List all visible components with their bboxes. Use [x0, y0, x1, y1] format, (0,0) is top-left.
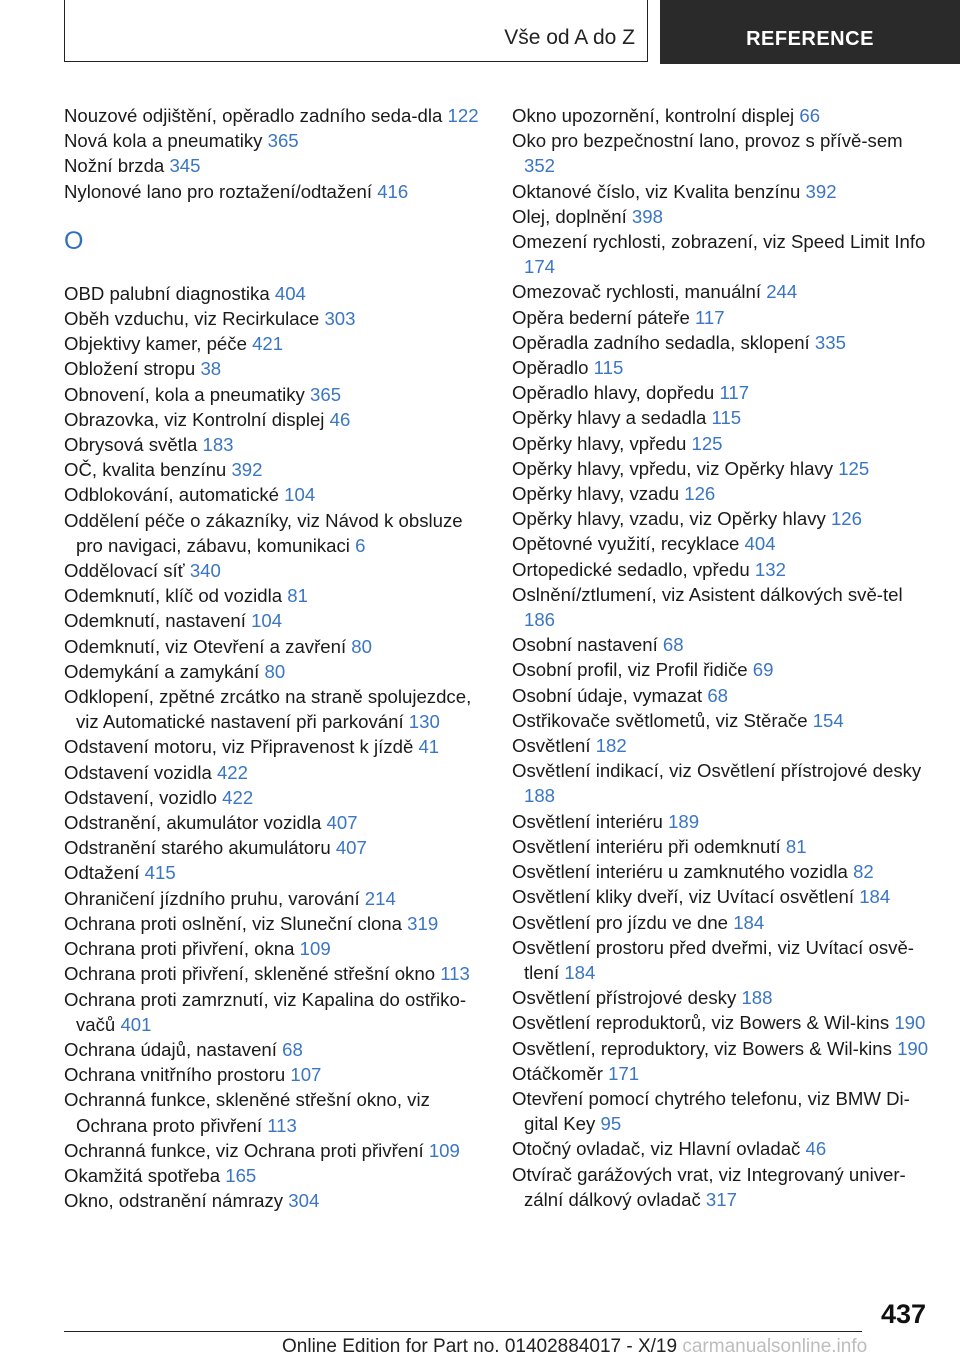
index-group-o-left: [64, 281, 489, 1214]
index-entry: [64, 1163, 489, 1188]
page-reference-link[interactable]: 415: [144, 862, 176, 884]
page-reference-link[interactable]: 404: [744, 533, 776, 555]
index-entry-text: Okamžitá spotřeba: [64, 1164, 221, 1186]
index-entry: [512, 305, 937, 330]
index-entry-text: Osvětlení interiéru při odemknutí: [512, 835, 781, 857]
index-entry-text: Osvětlení, reproduktory, viz Bowers & Wil-kins: [512, 1037, 892, 1059]
index-entry-text: Odstranění starého akumulátoru: [64, 837, 331, 859]
index-entry: [512, 481, 937, 506]
index-entry: [64, 457, 489, 482]
index-entry: [64, 634, 489, 659]
index-entry-text: Odstavení, vozidlo: [64, 786, 217, 808]
page-reference-link[interactable]: 214: [364, 887, 396, 909]
page-reference-link[interactable]: 184: [564, 961, 596, 983]
index-column-left: [64, 103, 489, 1213]
page-reference-link[interactable]: 303: [324, 308, 356, 330]
index-entry: [64, 1188, 489, 1213]
index-entry-text: Osvětlení interiéru: [512, 810, 663, 832]
page-reference-link[interactable]: 6: [355, 534, 366, 556]
page-reference-link[interactable]: 189: [668, 810, 700, 832]
header-chapter-tab: [660, 0, 960, 64]
index-entry: [64, 1037, 489, 1062]
index-entry-text: Odstavení motoru, viz Připravenost k jízdě: [64, 736, 414, 758]
index-entry: [512, 809, 937, 834]
index-entry-text: Oktanové číslo, viz Kvalita benzínu: [512, 180, 801, 202]
index-entry: [512, 985, 937, 1010]
index-entry: [64, 860, 489, 885]
page-number: 437: [880, 1299, 926, 1329]
index-entry-text: Ohraničení jízdního pruhu, varování: [64, 887, 360, 909]
index-entry: [64, 407, 489, 432]
index-entry-text: Opěrky hlavy, vzadu: [512, 483, 680, 505]
index-entry: [512, 330, 937, 355]
index-entry-text: Opěradlo hlavy, dopředu: [512, 382, 715, 404]
index-entry-text: Osvětlení pro jízdu ve dne: [512, 911, 729, 933]
index-group-o-right: [512, 103, 937, 1212]
index-entry-text: Oko pro bezpečnostní lano, provoz s přívě-sem: [512, 130, 903, 152]
page-reference-link[interactable]: 46: [329, 408, 351, 430]
index-entry: [64, 432, 489, 457]
page-reference-link[interactable]: 95: [600, 1113, 622, 1135]
page-reference-link[interactable]: 421: [252, 333, 284, 355]
index-entry-text: Ochrana proti přivření, skleněné střešní okno: [64, 963, 436, 985]
index-entry-text: Ochrana vnitřního prostoru: [64, 1064, 286, 1086]
index-entry: [512, 405, 937, 430]
index-entry-text: Opěra bederní páteře: [512, 306, 690, 328]
index-entry-text: Otáčkoměr: [512, 1062, 603, 1084]
page-reference-link[interactable]: 422: [216, 761, 248, 783]
page-reference-link[interactable]: 122: [447, 105, 479, 126]
page-reference-link[interactable]: 186: [524, 609, 556, 631]
page-reference-link[interactable]: 104: [284, 484, 316, 506]
index-entry-text: Osobní údaje, vymazat: [512, 684, 703, 706]
index-entry-text: Osvětlení prostoru před dveřmi, viz Uvítací osvě-tlení: [512, 936, 914, 983]
index-entry-text: Obložení stropu: [64, 358, 196, 380]
index-entry: [64, 734, 489, 759]
index-entry-text: Ochrana údajů, nastavení: [64, 1038, 277, 1060]
page-reference-link[interactable]: 126: [830, 508, 862, 530]
index-entry: [512, 506, 937, 531]
index-entry: [64, 1062, 489, 1087]
index-entry-text: Ochrana proti oslnění, viz Sluneční clona: [64, 912, 402, 934]
index-entry-text: Osobní profil, viz Profil řidiče: [512, 659, 748, 681]
index-entry-text: Odblokování, automatické: [64, 484, 279, 506]
index-entry: [64, 508, 489, 558]
page-reference-link[interactable]: 319: [407, 912, 439, 934]
index-entry: [512, 859, 937, 884]
index-entry-text: Ortopedické sedadlo, vpředu: [512, 558, 750, 580]
page-reference-link[interactable]: 69: [752, 659, 774, 681]
index-entry-text: OČ, kvalita benzínu: [64, 459, 227, 481]
section-label: Vše od A do Z: [504, 26, 635, 49]
index-entry: [512, 884, 937, 909]
index-entry: [512, 380, 937, 405]
footer-rule: [64, 1331, 862, 1332]
page-reference-link[interactable]: 109: [299, 938, 331, 960]
index-entry: [512, 834, 937, 859]
index-entry-text: Omezení rychlosti, zobrazení, viz Speed Limit Info: [512, 231, 926, 253]
index-entry: [64, 382, 489, 407]
index-entry: [512, 657, 937, 682]
index-entry: [512, 279, 937, 304]
page-reference-link[interactable]: 130: [408, 711, 440, 733]
index-entry: [64, 911, 489, 936]
page-reference-link[interactable]: 126: [684, 483, 716, 505]
page-reference-link[interactable]: 407: [326, 812, 358, 834]
page-reference-link[interactable]: 66: [799, 105, 821, 126]
page-reference-link[interactable]: 244: [766, 281, 798, 303]
footer: [282, 1336, 867, 1358]
index-entry: [512, 431, 937, 456]
page-reference-link[interactable]: 407: [335, 837, 367, 859]
page-reference-link[interactable]: 184: [733, 911, 765, 933]
index-entry-text: Odemknutí, nastavení: [64, 610, 246, 632]
index-entry: [64, 558, 489, 583]
page-reference-link[interactable]: 80: [351, 635, 372, 657]
index-column-right: [512, 103, 937, 1212]
index-entry-text: Osobní nastavení: [512, 634, 658, 656]
index-entry-text: Obrysová světla: [64, 434, 198, 456]
page-reference-link[interactable]: 154: [812, 709, 844, 731]
index-entry: [64, 128, 489, 153]
page-reference-link[interactable]: 174: [524, 256, 556, 278]
page-reference-link[interactable]: 352: [524, 155, 556, 177]
index-entry: [512, 1086, 937, 1136]
index-entry-text: Opětovné využití, recyklace: [512, 533, 740, 555]
index-entry-text: Opěrky hlavy, vpředu: [512, 432, 687, 454]
index-entry: [512, 935, 937, 985]
page-reference-link[interactable]: 422: [222, 786, 254, 808]
index-entry-text: Oběh vzduchu, viz Recirkulace: [64, 308, 320, 330]
index-entry: [64, 1087, 489, 1137]
index-entry-text: Odstranění, akumulátor vozidla: [64, 812, 322, 834]
page-reference-link[interactable]: 365: [267, 130, 299, 152]
index-entry: [512, 1162, 937, 1212]
page-reference-link[interactable]: 81: [785, 835, 807, 857]
index-entry: [64, 306, 489, 331]
index-entry-text: Otevření pomocí chytrého telefonu, viz BMW Di-gital Key: [512, 1087, 910, 1135]
index-entry: [512, 204, 937, 229]
index-entry-text: Odemknutí, klíč od vozidla: [64, 585, 283, 607]
index-entry: [64, 659, 489, 684]
page-reference-link[interactable]: 392: [231, 459, 263, 481]
page-reference-link[interactable]: 190: [897, 1037, 929, 1059]
index-entry-text: Omezovač rychlosti, manuální: [512, 281, 762, 303]
index-entry: [512, 1061, 937, 1086]
page-reference-link[interactable]: 41: [418, 736, 440, 758]
index-entry: [64, 153, 489, 178]
index-entry: [512, 1136, 937, 1161]
page-reference-link[interactable]: 340: [189, 560, 221, 582]
index-entry: [64, 936, 489, 961]
index-entry-text: Oddělovací síť: [64, 560, 185, 582]
page-reference-link[interactable]: 46: [805, 1138, 827, 1160]
page-reference-link[interactable]: 182: [595, 735, 627, 757]
index-entry: [64, 886, 489, 911]
page-reference-link[interactable]: 416: [377, 180, 409, 202]
index-entry: [512, 531, 937, 556]
page-reference-link[interactable]: 188: [741, 987, 773, 1009]
page-reference-link[interactable]: 392: [805, 180, 837, 202]
index-group-n: [64, 103, 489, 204]
index-entry-text: Opěrky hlavy, vpředu, viz Opěrky hlavy: [512, 457, 834, 479]
page-reference-link[interactable]: 117: [719, 382, 750, 404]
page-reference-link[interactable]: 401: [120, 1013, 152, 1035]
index-entry-text: Opěrky hlavy a sedadla: [512, 407, 707, 429]
watermark: carmanualsonline.info: [682, 1336, 868, 1357]
index-entry-text: Osvětlení reproduktorů, viz Bowers & Wil-kins: [512, 1012, 890, 1034]
page-reference-link[interactable]: 117: [694, 306, 725, 328]
index-entry-text: Odemknutí, viz Otevření a zavření: [64, 635, 347, 657]
index-entry: [64, 583, 489, 608]
index-entry-text: Oslnění/ztlumení, viz Asistent dálkových svě-tel: [512, 583, 903, 605]
page-reference-link[interactable]: 68: [662, 634, 684, 656]
index-entry-text: Osvětlení: [512, 735, 591, 757]
index-entry-text: Obrazovka, viz Kontrolní displej: [64, 408, 325, 430]
page-reference-link[interactable]: 125: [838, 457, 870, 479]
index-entry: [64, 785, 489, 810]
index-entry-text: Ostřikovače světlometů, viz Stěrače: [512, 709, 808, 731]
index-entry-text: Opěradlo: [512, 357, 589, 379]
index-entry: [64, 835, 489, 860]
index-entry-text: Okno, odstranění námrazy: [64, 1190, 284, 1212]
page-reference-link[interactable]: 104: [251, 610, 283, 632]
page-reference-link[interactable]: 188: [524, 785, 556, 807]
index-entry: [512, 557, 937, 582]
index-entry-text: Ochranná funkce, skleněné střešní okno, viz Ochrana proto přivření: [64, 1089, 430, 1136]
page-reference-link[interactable]: 365: [310, 383, 342, 405]
chapter-label: REFERENCE: [746, 28, 874, 50]
index-entry-text: Ochrana proti přivření, okna: [64, 938, 295, 960]
index-entry-text: Osvětlení kliky dveří, viz Uvítací osvětlení: [512, 886, 855, 908]
index-letter-heading: O: [64, 226, 84, 255]
page-reference-link[interactable]: 317: [705, 1188, 737, 1210]
index-entry: [512, 456, 937, 481]
index-entry: [512, 733, 937, 758]
page-reference-link[interactable]: 115: [711, 407, 742, 429]
index-entry: [512, 1036, 937, 1061]
index-entry-text: Opěradla zadního sedadla, sklopení: [512, 331, 810, 353]
index-entry-text: Otočný ovladač, viz Hlavní ovladač: [512, 1138, 801, 1160]
page-reference-link[interactable]: 183: [202, 434, 234, 456]
page-reference-link[interactable]: 82: [853, 861, 874, 883]
index-entry-text: Nylonové lano pro roztažení/odtažení: [64, 180, 373, 202]
index-entry-text: Oddělení péče o zákazníky, viz Návod k obsluze pro navigaci, zábavu, komunikaci: [64, 509, 463, 556]
page-reference-link[interactable]: 38: [200, 358, 222, 380]
page-reference-link[interactable]: 398: [631, 205, 663, 227]
header-section-box: [64, 0, 648, 62]
index-entry-text: Odstavení vozidla: [64, 761, 212, 783]
page-reference-link[interactable]: 184: [859, 886, 891, 908]
index-entry-text: Nová kola a pneumatiky: [64, 130, 263, 152]
index-entry: [64, 987, 489, 1037]
index-entry: [64, 684, 489, 734]
page-reference-link[interactable]: 81: [287, 585, 308, 607]
index-entry-text: Otvírač garážových vrat, viz Integrovaný univer-zální dálkový ovladač: [512, 1163, 906, 1210]
index-entry: [512, 128, 937, 178]
index-entry-text: Osvětlení interiéru u zamknutého vozidla: [512, 861, 848, 883]
page-reference-link[interactable]: 345: [169, 155, 201, 177]
index-entry: [512, 683, 937, 708]
index-entry: [512, 1010, 937, 1035]
index-entry: [512, 103, 937, 128]
index-entry-text: OBD palubní diagnostika: [64, 282, 270, 304]
index-entry: [64, 810, 489, 835]
index-entry: [64, 331, 489, 356]
page-reference-link[interactable]: 109: [428, 1139, 460, 1161]
index-entry: [512, 758, 937, 808]
index-entry-text: Ochranná funkce, viz Ochrana proti přivření: [64, 1139, 424, 1161]
page-reference-link[interactable]: 113: [440, 963, 470, 985]
page-reference-link[interactable]: 304: [288, 1190, 320, 1212]
page-reference-link[interactable]: 80: [264, 660, 286, 682]
edition-text: Online Edition for Part no. 01402884017 - X/19: [282, 1336, 678, 1357]
index-entry: [512, 355, 937, 380]
index-entry: [512, 632, 937, 657]
index-entry-text: Odklopení, zpětné zrcátko na straně spolujezdce, viz Automatické nastavení při parkování: [64, 686, 472, 733]
index-entry-text: Osvětlení přístrojové desky: [512, 987, 737, 1009]
page-reference-link[interactable]: 113: [267, 1114, 297, 1136]
index-entry: [64, 1138, 489, 1163]
index-entry-text: Obnovení, kola a pneumatiky: [64, 383, 305, 405]
index-entry-text: Opěrky hlavy, vzadu, viz Opěrky hlavy: [512, 508, 826, 530]
index-entry: [512, 910, 937, 935]
index-entry-text: Okno upozornění, kontrolní displej: [512, 105, 795, 126]
page-reference-link[interactable]: 125: [691, 432, 723, 454]
page-reference-link[interactable]: 68: [282, 1038, 303, 1060]
index-entry-text: Ochrana proti zamrznutí, viz Kapalina do ostřiko-vačů: [64, 988, 467, 1035]
page-reference-link[interactable]: 335: [814, 331, 846, 353]
index-entry: [64, 179, 489, 204]
index-entry-text: Nouzové odjištění, opěradlo zadního seda-dla: [64, 105, 443, 126]
index-entry: [64, 103, 489, 128]
page-reference-link[interactable]: 165: [225, 1164, 257, 1186]
index-entry-text: Osvětlení indikací, viz Osvětlení přístrojové desky: [512, 760, 922, 782]
index-entry: [64, 760, 489, 785]
page-reference-link[interactable]: 107: [290, 1064, 322, 1086]
page-reference-link[interactable]: 115: [593, 357, 624, 379]
index-entry: [512, 708, 937, 733]
page-reference-link[interactable]: 404: [274, 282, 306, 304]
page-reference-link[interactable]: 171: [608, 1062, 640, 1084]
index-entry: [64, 961, 489, 986]
index-entry-text: Olej, doplnění: [512, 205, 627, 227]
index-entry-text: Objektivy kamer, péče: [64, 333, 247, 355]
page-reference-link[interactable]: 68: [707, 684, 729, 706]
index-entry: [512, 229, 937, 279]
index-entry: [64, 356, 489, 381]
index-entry: [64, 608, 489, 633]
index-entry: [64, 281, 489, 306]
index-entry: [512, 179, 937, 204]
page-reference-link[interactable]: 132: [754, 558, 786, 580]
index-entry-text: Odemykání a zamykání: [64, 660, 260, 682]
index-entry: [512, 582, 937, 632]
index-entry-text: Nožní brzda: [64, 155, 165, 177]
index-entry-text: Odtažení: [64, 862, 140, 884]
page-reference-link[interactable]: 190: [894, 1012, 926, 1034]
index-entry: [64, 482, 489, 507]
